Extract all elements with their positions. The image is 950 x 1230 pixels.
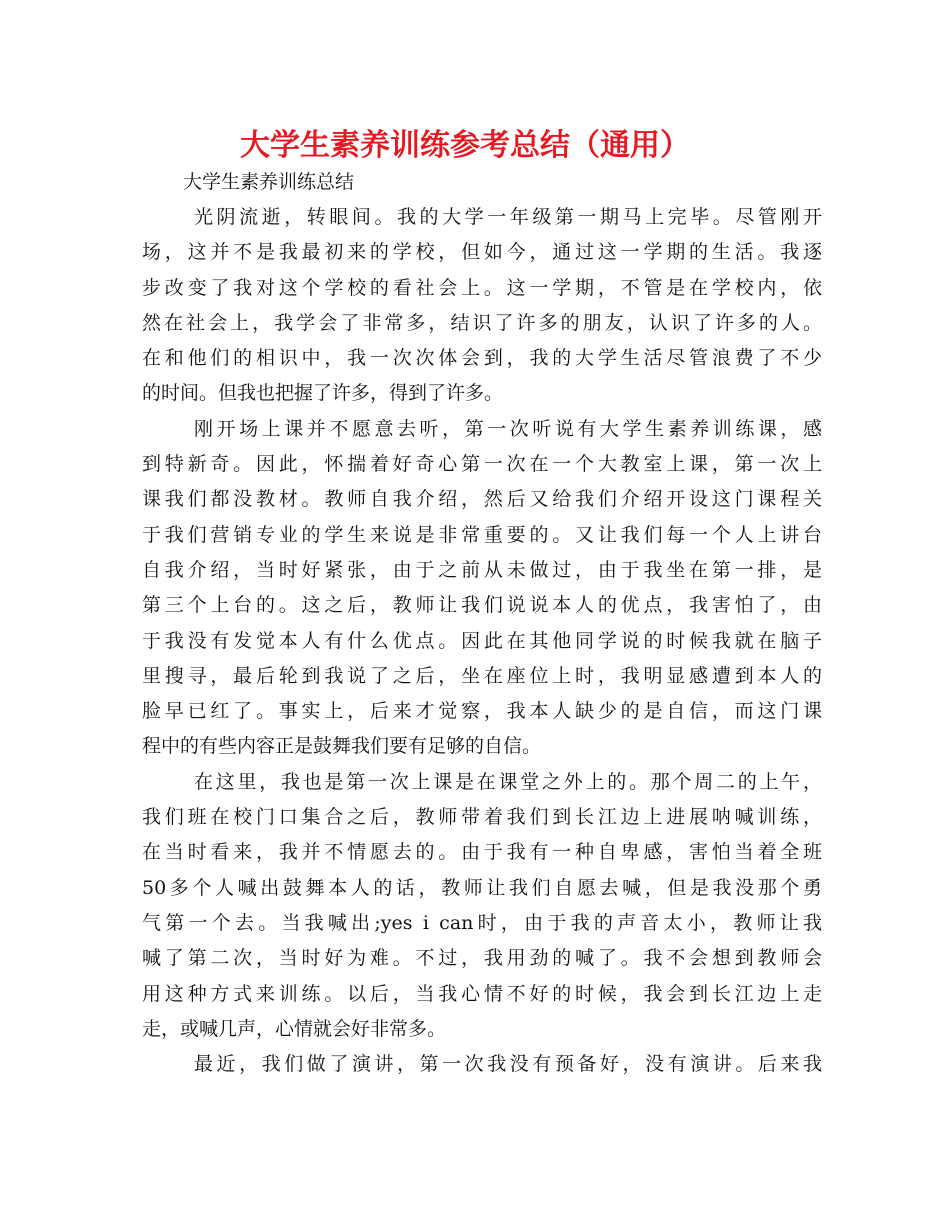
document-title: 大学生素养训练参考总结（通用） [240, 128, 690, 163]
body-line: 于我没有发觉本人有什么优点。因此在其他同学说的时候我就在脑子 [142, 629, 822, 652]
body-line: 我们班在校门口集合之后，教师带着我们到长江边上进展呐喊训练， [142, 806, 822, 829]
body-line: 自我介绍，当时好紧张，由于之前从未做过，由于我坐在第一排，是 [142, 558, 822, 581]
body-line: 第三个上台的。这之后，教师让我们说说本人的优点，我害怕了，由 [142, 594, 822, 617]
body-line: 然在社会上，我学会了非常多，结识了许多的朋友，认识了许多的人。 [142, 311, 822, 334]
body-line: 50多个人喊出鼓舞本人的话，教师让我们自愿去喊，但是我没那个勇 [142, 876, 822, 899]
body-line: 在这里，我也是第一次上课是在课堂之外上的。那个周二的上午， [194, 770, 822, 793]
body-line: 程中的有些内容正是鼓舞我们要有足够的自信。 [142, 735, 542, 758]
body-line: 在和他们的相识中，我一次次体会到，我的大学生活尽管浪费了不少 [142, 347, 822, 370]
body-line: 课我们都没教材。教师自我介绍，然后又给我们介绍开设这门课程关 [142, 488, 822, 511]
body-line: 气第一个去。当我喊出;yes i can时，由于我的声音太小，教师让我 [142, 911, 822, 934]
body-line: 用这种方式来训练。以后，当我心情不好的时候，我会到长江边上走 [142, 982, 822, 1005]
body-line: 场，这并不是我最初来的学校，但如今，通过这一学期的生活。我逐 [142, 241, 822, 264]
body-line: 在当时看来，我并不情愿去的。由于我有一种自卑感，害怕当着全班 [142, 841, 822, 864]
body-line: 脸早已红了。事实上，后来才觉察，我本人缺少的是自信，而这门课 [142, 700, 822, 723]
document-body [142, 200, 822, 1082]
body-line: 最近，我们做了演讲，第一次我没有预备好，没有演讲。后来我 [194, 1053, 822, 1076]
body-line: 光阴流逝，转眼间。我的大学一年级第一期马上完毕。尽管刚开 [194, 206, 822, 228]
document-subtitle: 大学生素养训练总结 [183, 171, 355, 193]
body-line: 刚开场上课并不愿意去听，第一次听说有大学生素养训练课，感 [194, 417, 822, 440]
body-line: 走，或喊几声，心情就会好非常多。 [142, 1017, 447, 1040]
body-line: 步改变了我对这个学校的看社会上。这一学期，不管是在学校内，依 [142, 276, 822, 299]
body-line: 到特新奇。因此，怀揣着好奇心第一次在一个大教室上课，第一次上 [142, 453, 822, 476]
body-line: 里搜寻，最后轮到我说了之后，坐在座位上时，我明显感遭到本人的 [142, 664, 822, 687]
body-line: 于我们营销专业的学生来说是非常重要的。又让我们每一个人上讲台 [142, 523, 822, 546]
body-line: 喊了第二次，当时好为难。不过，我用劲的喊了。我不会想到教师会 [142, 947, 822, 970]
body-line: 的时间。但我也把握了许多，得到了许多。 [142, 382, 504, 405]
